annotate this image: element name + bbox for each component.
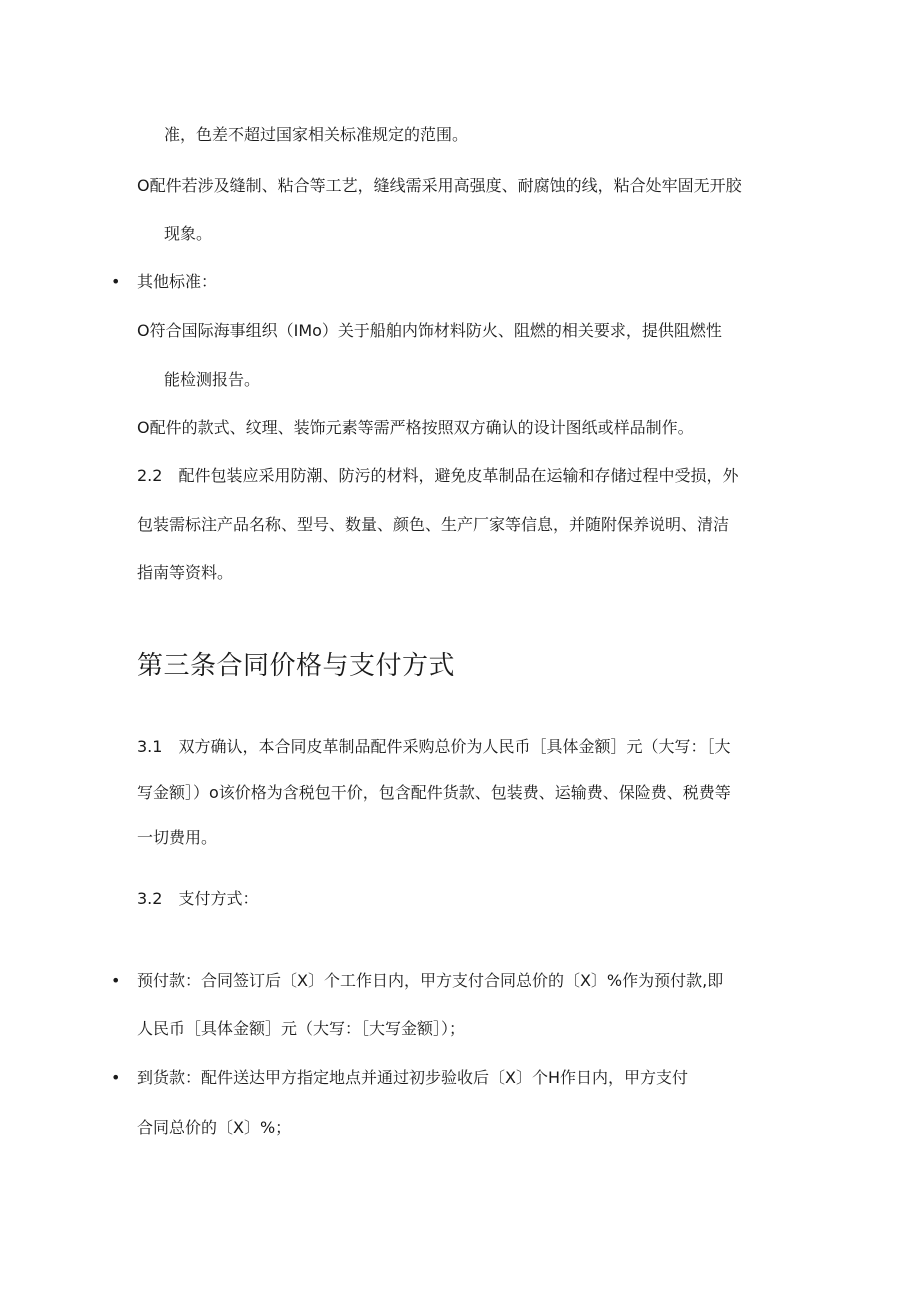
bullet-icon: • xyxy=(111,272,121,291)
text-line: 现象。 xyxy=(164,224,213,243)
text-line: O配件的款式、纹理、装饰元素等需严格按照双方确认的设计图纸或样品制作。 xyxy=(137,418,694,437)
list-item: 到货款：配件送达甲方指定地点并通过初步验收后〔X〕个H作日内，甲方支付 xyxy=(137,1068,688,1087)
paragraph-line: 包装需标注产品名称、型号、数量、颜色、生产厂家等信息，并随附保养说明、清洁 xyxy=(137,515,730,534)
paragraph-line: 指南等资料。 xyxy=(137,563,234,582)
paragraph-line: 写金额］）o该价格为含税包干价，包含配件货款、包装费、运输费、保险费、税费等 xyxy=(137,783,731,802)
bullet-icon: • xyxy=(111,971,121,990)
text-line: O符合国际海事组织（IMo）关于船舶内饰材料防火、阻燃的相关要求，提供阻燃性 xyxy=(137,321,722,340)
paragraph-line: 3.1 双方确认，本合同皮革制品配件采购总价为人民币［具体金额］元（大写：［大 xyxy=(137,737,731,756)
text-line: 能检测报告。 xyxy=(164,370,261,389)
list-item: 合同总价的〔X〕%； xyxy=(137,1118,292,1137)
text-line: 准，色差不超过国家相关标准规定的范围。 xyxy=(164,125,469,144)
paragraph-line: 2.2 配件包装应采用防潮、防污的材料，避免皮革制品在运输和存储过程中受损，外 xyxy=(137,466,739,485)
text-line: O配件若涉及缝制、粘合等工艺，缝线需采用高强度、耐腐蚀的线，粘合处牢固无开胶 xyxy=(137,176,742,195)
paragraph-line: 3.2 支付方式： xyxy=(137,889,259,908)
list-item: 人民币［具体金额］元（大写：［大写金额］）； xyxy=(137,1019,466,1038)
list-item-label: 其他标准： xyxy=(137,272,218,291)
section-heading: 第三条合同价格与支付方式 xyxy=(137,651,456,681)
bullet-icon: • xyxy=(111,1068,121,1087)
paragraph-line: 一切费用。 xyxy=(137,828,218,847)
list-item: 预付款：合同签订后〔X〕个工作日内，甲方支付合同总价的〔X〕%作为预付款,即 xyxy=(137,971,724,990)
